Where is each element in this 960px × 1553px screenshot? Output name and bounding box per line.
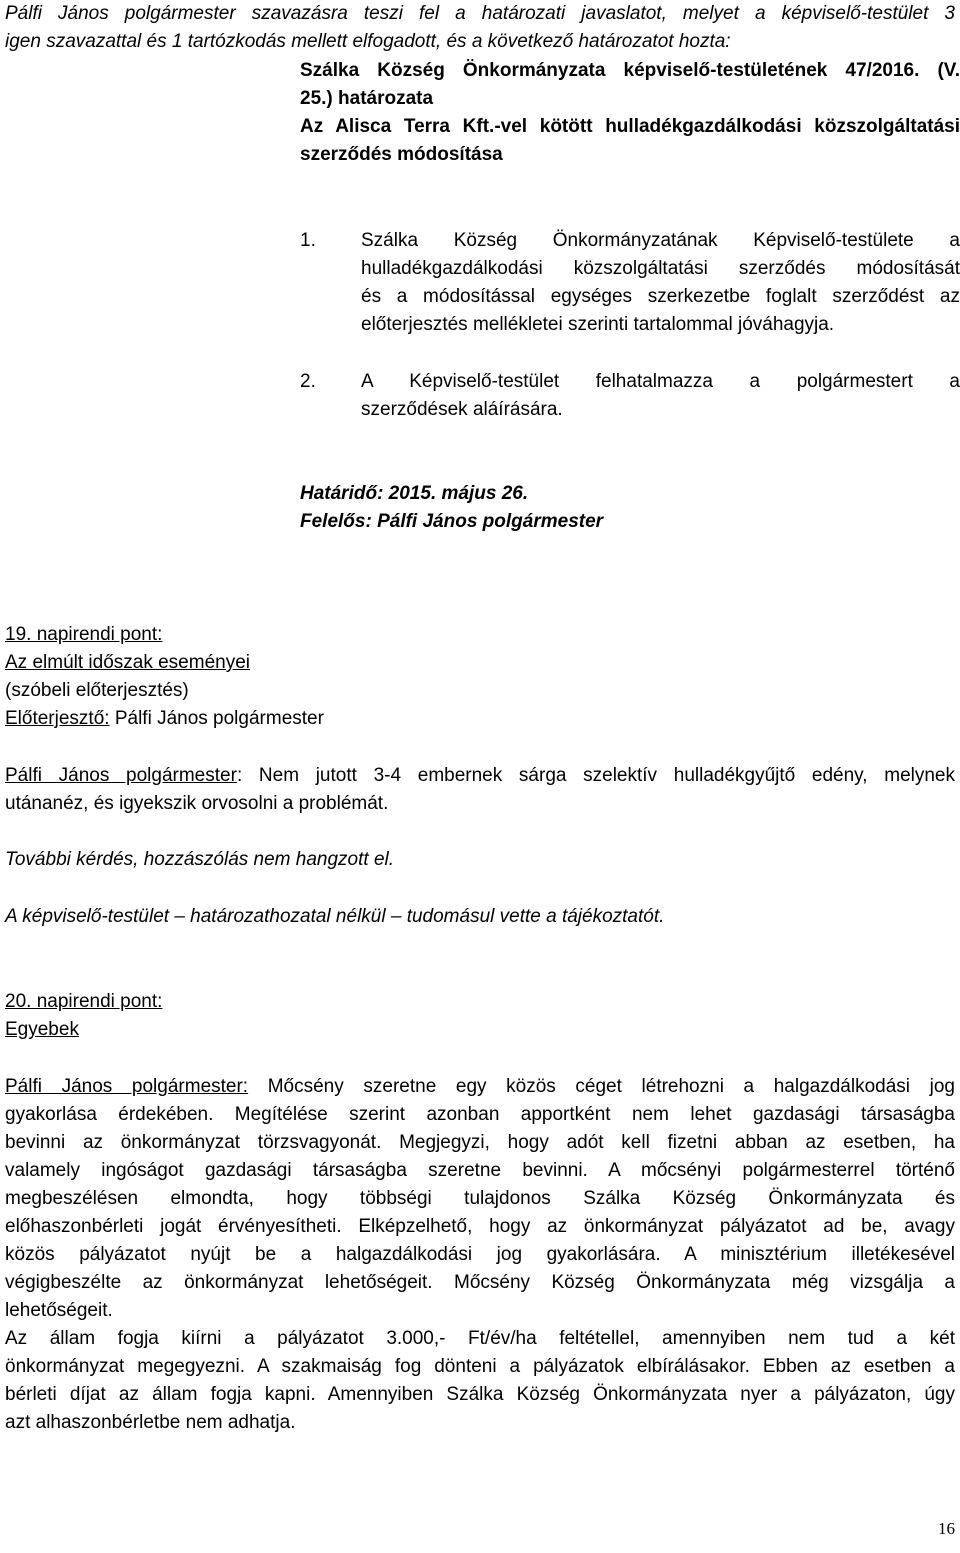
agenda-heading: 19. napirendi pont: — [5, 624, 163, 645]
item-line: Szálka Község Önkormányzatának Képviselő-testülete a — [361, 230, 960, 251]
speech-line: előhaszonbérleti jogát érvényesítheti. Elképzelhető, hogy az önkormányzat pályázatot ad be, avagy — [5, 1216, 955, 1237]
item-line: szerződések aláírására. — [361, 399, 563, 420]
agenda-20-speech — [5, 1073, 955, 1437]
agenda-note: (szóbeli előterjesztés) — [5, 680, 189, 701]
speech-line: lehetőségeit. — [5, 1300, 113, 1321]
page-number: 16 — [938, 1519, 955, 1538]
item-text — [361, 368, 960, 424]
item-text — [361, 227, 960, 339]
item-number: 2. — [300, 371, 316, 392]
speech-line — [5, 762, 955, 790]
agenda-title: Egyebek — [5, 1019, 79, 1040]
speech-line: utánanéz, és igyekszik orvosolni a problémát. — [5, 793, 389, 814]
resolution-title: Szálka Község Önkormányzata képviselő-testületének 47/2016. (V. — [300, 60, 960, 81]
intro-line: igen szavazattal és 1 tartózkodás mellett elfogadott, és a következő határozatot hozta: — [5, 31, 731, 52]
speech-line: bevinni az önkormányzat törzsvagyonát. Megjegyzi, hogy adót kell fizetni abban az esetben, ha — [5, 1132, 955, 1153]
speech-line: gyakorlása érdekében. Megítélése szerint azonban apportként nem lehet gazdasági társaságba — [5, 1104, 955, 1125]
speech-line: megbeszélésen elmondta, hogy többségi tulajdonos Szálka Község Önkormányzata és — [5, 1188, 955, 1209]
speaker-name: Pálfi János polgármester: — [5, 1076, 249, 1097]
speech-line — [5, 1073, 955, 1101]
speech-line: végigbeszélte az önkormányzat lehetőségeit. Mőcsény Község Önkormányzata még vizsgálja a — [5, 1272, 955, 1293]
speaker-name: Pálfi János polgármester — [5, 765, 237, 786]
speech-text: : Nem jutott 3-4 embernek sárga szelektív hulladékgyűjtő edény, melynek — [236, 765, 955, 786]
item-line: előterjesztés mellékletei szerinti tartalommal jóváhagyja. — [361, 314, 835, 335]
speech-line: valamely ingóságot gazdasági társaságba szeretne bevinni. A mőcsényi polgármesterrel történő — [5, 1160, 955, 1181]
agenda-title: Az elmúlt időszak eseményei — [5, 652, 250, 673]
presenter-name: Pálfi János polgármester — [109, 708, 324, 729]
resolution-item-1 — [300, 227, 960, 339]
speech-line: közös pályázatot nyújt be a halgazdálkodási jog gyakorlására. A minisztérium illetékesével — [5, 1244, 955, 1265]
deadline: Határidő: 2015. május 26. — [300, 483, 529, 504]
responsible: Felelős: Pálfi János polgármester — [300, 511, 604, 532]
decision: A képviselő-testület – határozathozatal nélkül – tudomásul vette a tájékoztatót. — [5, 906, 665, 927]
resolution-item-2 — [300, 368, 960, 424]
speech-line: Az állam fogja kiírni a pályázatot 3.000,- Ft/év/ha feltétellel, amennyiben nem tud a két — [5, 1328, 955, 1349]
intro-paragraph — [5, 0, 955, 56]
presenter-label: Előterjesztő: — [5, 708, 110, 729]
item-line: hulladékgazdálkodási közszolgáltatási szerződés módosítását — [361, 258, 960, 279]
intro-line: Pálfi János polgármester szavazásra teszi fel a határozati javaslatot, melyet a képviselő-testület 3 — [5, 3, 955, 24]
item-line: A Képviselő-testület felhatalmazza a polgármestert a — [361, 371, 960, 392]
speech-text: Mőcsény szeretne egy közös céget létrehozni a halgazdálkodási jog — [248, 1076, 955, 1097]
resolution-heading — [300, 57, 960, 169]
agenda-19 — [5, 621, 955, 733]
item-number: 1. — [300, 230, 316, 251]
resolution-title: 25.) határozata — [300, 88, 434, 109]
agenda-19-speech — [5, 762, 955, 818]
speech-line: azt alhaszonbérletbe nem adhatja. — [5, 1412, 296, 1433]
speech-line: önkormányzat megegyezni. A szakmaiság fog dönteni a pályázatok elbírálásakor. Ebben az esetben a — [5, 1356, 955, 1377]
agenda-heading: 20. napirendi pont: — [5, 991, 163, 1012]
agenda-20 — [5, 988, 955, 1044]
resolution-subject: szerződés módosítása — [300, 144, 503, 165]
resolution-subject: Az Alisca Terra Kft.-vel kötött hulladékgazdálkodási közszolgáltatási — [300, 116, 960, 137]
speech-line: bérleti díjat az állam fogja kapni. Amennyiben Szálka Község Önkormányzata nyer a pályázaton, úgy — [5, 1384, 955, 1405]
item-line: és a módosítással egységes szerkezetbe foglalt szerződést az — [361, 286, 960, 307]
no-questions: További kérdés, hozzászólás nem hangzott el. — [5, 849, 395, 870]
presenter — [5, 705, 955, 733]
